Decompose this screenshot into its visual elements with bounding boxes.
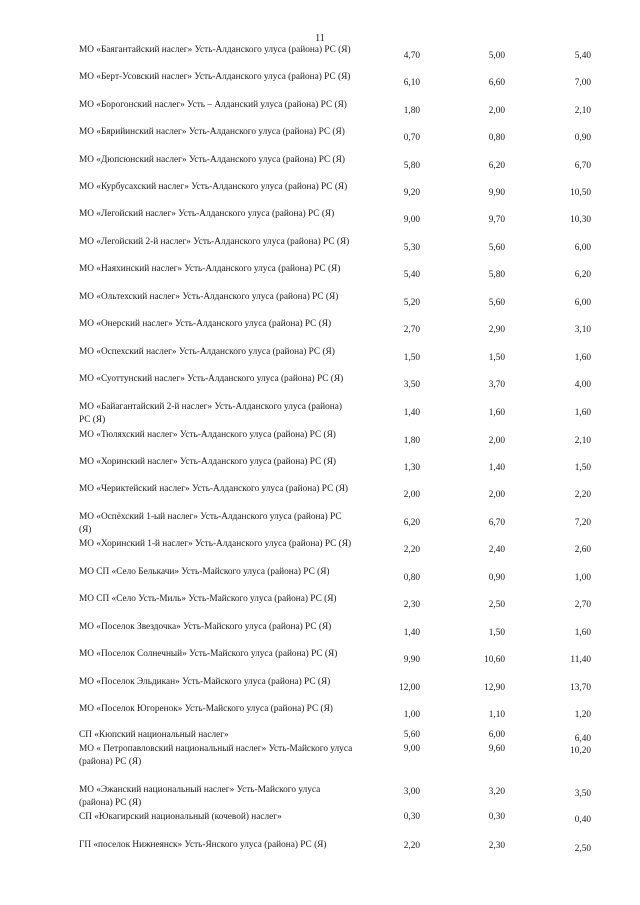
row-value-1: 1,40 [403,408,420,418]
row-value-1: 6,10 [403,78,420,88]
row-value-2: 9,70 [488,215,505,225]
row-value-2: 5,80 [488,270,505,280]
row-name: МО «Поселок Звездочка» Усть-Майского улуса (района) РС (Я) [79,622,332,632]
row-value-2: 2,30 [488,841,505,851]
row-value-2: 9,90 [488,188,505,198]
row-value-2: 1,60 [488,408,505,418]
row-value-1: 3,50 [403,380,420,390]
row-value-2: 6,00 [488,730,505,740]
row-value-2: 5,60 [488,298,505,308]
row-value-1: 1,00 [403,710,420,720]
row-value-2: 6,70 [488,518,505,528]
row-value-2: 10,60 [484,655,505,665]
row-value-3: 2,10 [574,436,591,446]
row-value-3: 7,00 [574,78,591,88]
row-value-2: 1,40 [488,463,505,473]
row-value-2: 1,50 [488,353,505,363]
row-value-1: 5,20 [403,298,420,308]
row-value-3: 5,40 [574,51,591,61]
row-value-3: 10,50 [570,188,591,198]
row-name: МО «Ольтехский наслег» Усть-Алданского улуса (района) РС (Я) [79,292,339,302]
row-name: МО «Наяхинский наслег» Усть-Алданского улуса (района) РС (Я) [79,264,341,274]
row-value-1: 2,20 [403,841,420,851]
row-name: МО «Поселок Солнечный» Усть-Майского улуса (района) РС (Я) [79,649,338,659]
row-value-1: 2,30 [403,600,420,610]
row-value-1: 1,80 [403,436,420,446]
row-value-2: 5,00 [488,51,505,61]
row-value-1: 3,00 [403,787,420,797]
row-value-1: 9,90 [403,655,420,665]
row-value-3: 1,60 [574,408,591,418]
row-value-1: 1,80 [403,106,420,116]
row-value-3: 2,60 [574,545,591,555]
row-name: МО «Эжанский национальный наслег» Усть-Майского улуса (района) РС (Я) [79,785,321,808]
row-value-1: 0,70 [403,133,420,143]
row-name: МО СП «Село Белькачи» Усть-Майского улуса (района) РС (Я) [79,567,330,577]
row-value-3: 6,20 [574,270,591,280]
row-value-1: 12,00 [399,683,420,693]
row-value-3: 0,90 [574,133,591,143]
row-value-1: 5,80 [403,161,420,171]
row-value-2: 2,40 [488,545,505,555]
row-value-1: 0,30 [403,812,420,822]
row-name: МО «Оспехский наслег» Усть-Алданского улуса (района) РС (Я) [79,347,335,357]
row-value-1: 6,20 [403,518,420,528]
row-value-3: 2,70 [574,600,591,610]
row-value-3: 1,50 [574,463,591,473]
row-value-3: 3,10 [574,325,591,335]
row-name: МО «Тюляхский наслег» Усть-Алданского улуса (района) РС (Я) [79,430,336,440]
row-name: МО «Баягантайский наслег» Усть-Алданского улуса (района) РС (Я) [79,45,351,55]
row-value-2: 12,90 [484,683,505,693]
row-value-3: 7,20 [574,518,591,528]
row-value-1: 2,20 [403,545,420,555]
row-value-1: 2,70 [403,325,420,335]
row-name: МО «Оспёхский 1-ый наслег» Усть-Алданского улуса (района) РС (Я) [79,512,342,535]
row-name: МО «Суоттунский наслег» Усть-Алданского улуса (района) РС (Я) [79,374,344,384]
row-value-2: 3,20 [488,787,505,797]
row-value-3: 6,40 [574,734,591,744]
row-value-3: 4,00 [574,380,591,390]
row-value-3: 0,40 [574,815,591,825]
row-value-3: 6,70 [574,161,591,171]
row-value-2: 5,60 [488,243,505,253]
row-value-1: 1,50 [403,353,420,363]
row-value-1: 1,30 [403,463,420,473]
row-value-2: 6,20 [488,161,505,171]
row-value-1: 9,20 [403,188,420,198]
row-value-2: 3,70 [488,380,505,390]
row-value-2: 0,30 [488,812,505,822]
row-value-2: 1,50 [488,628,505,638]
row-value-2: 2,00 [488,490,505,500]
row-name: МО « Петропавловский национальный наслег» Усть-Майского улуса (района) РС (Я) [79,744,353,767]
row-value-3: 13,70 [570,683,591,693]
row-name: МО «Легойский 2-й наслег» Усть-Алданского улуса (района) РС (Я) [79,237,350,247]
row-value-2: 2,90 [488,325,505,335]
row-value-3: 11,40 [570,655,591,665]
row-value-3: 1,20 [574,710,591,720]
row-value-3: 6,00 [574,298,591,308]
page-number: 11 [315,33,325,44]
row-value-2: 2,00 [488,106,505,116]
row-value-3: 10,20 [570,746,591,756]
row-value-3: 10,30 [570,215,591,225]
row-name: МО «Бярийинский наслег» Усть-Алданского улуса (района) РС (Я) [79,127,345,137]
row-value-3: 2,20 [574,490,591,500]
row-value-1: 5,60 [403,730,420,740]
row-value-1: 1,40 [403,628,420,638]
row-value-1: 0,80 [403,573,420,583]
row-name: МО «Байагантайский 2-й наслег» Усть-Алданского улуса (района) РС (Я) [79,402,342,425]
row-name: МО «Хоринский наслег» Усть-Алданского улуса (района) РС (Я) [79,457,337,467]
row-value-1: 4,70 [403,51,420,61]
row-value-2: 0,80 [488,133,505,143]
row-value-3: 6,00 [574,243,591,253]
row-name: СП «Юкагирский национальный (кочевой) наслег» [79,812,282,822]
row-value-2: 0,90 [488,573,505,583]
row-value-3: 3,50 [574,789,591,799]
row-name: СП «Кюпский национальный наслег» [79,730,229,740]
row-value-3: 1,60 [574,353,591,363]
row-value-3: 1,60 [574,628,591,638]
row-value-2: 1,10 [488,710,505,720]
row-value-3: 1,00 [574,573,591,583]
row-value-1: 5,40 [403,270,420,280]
row-name: МО «Курбусахский наслег» Усть-Алданского улуса (района) РС (Я) [79,182,348,192]
row-name: МО «Поселок Эльдикан» Усть-Майского улуса (района) РС (Я) [79,677,331,687]
row-name: МО «Берт-Усовский наслег» Усть-Алданского улуса (района) РС (Я) [79,72,351,82]
row-value-2: 9,60 [488,744,505,754]
row-name: МО «Легойский наслег» Усть-Алданского улуса (района) РС (Я) [79,209,335,219]
row-name: МО «Хоринский 1-й наслег» Усть-Алданского улуса (района) РС (Я) [79,539,352,549]
row-value-3: 2,10 [574,106,591,116]
row-name: МО «Дюпсюнский наслег» Усть-Алданского улуса (района) РС (Я) [79,155,345,165]
row-name: МО «Борогонский наслег» Усть – Алданский улуса (района) РС (Я) [79,100,347,110]
row-value-1: 9,00 [403,215,420,225]
row-name: ГП «поселок Нижнеянск» Усть-Янского улуса (района) РС (Я) [79,840,327,850]
row-value-2: 2,50 [488,600,505,610]
row-name: МО СП «Село Усть-Миль» Усть-Майского улуса (района) РС (Я) [79,594,337,604]
row-value-1: 5,30 [403,243,420,253]
row-value-2: 6,60 [488,78,505,88]
row-name: МО «Чериктейский наслег» Усть-Алданского улуса (района) РС (Я) [79,484,348,494]
row-name: МО «Онерский наслег» Усть-Алданского улуса (района) РС (Я) [79,319,332,329]
row-name: МО «Поселок Югоренок» Усть-Майского улуса (района) РС (Я) [79,704,333,714]
row-value-1: 2,00 [403,490,420,500]
row-value-3: 2,50 [574,844,591,854]
row-value-1: 9,00 [403,744,420,754]
row-value-2: 2,00 [488,436,505,446]
